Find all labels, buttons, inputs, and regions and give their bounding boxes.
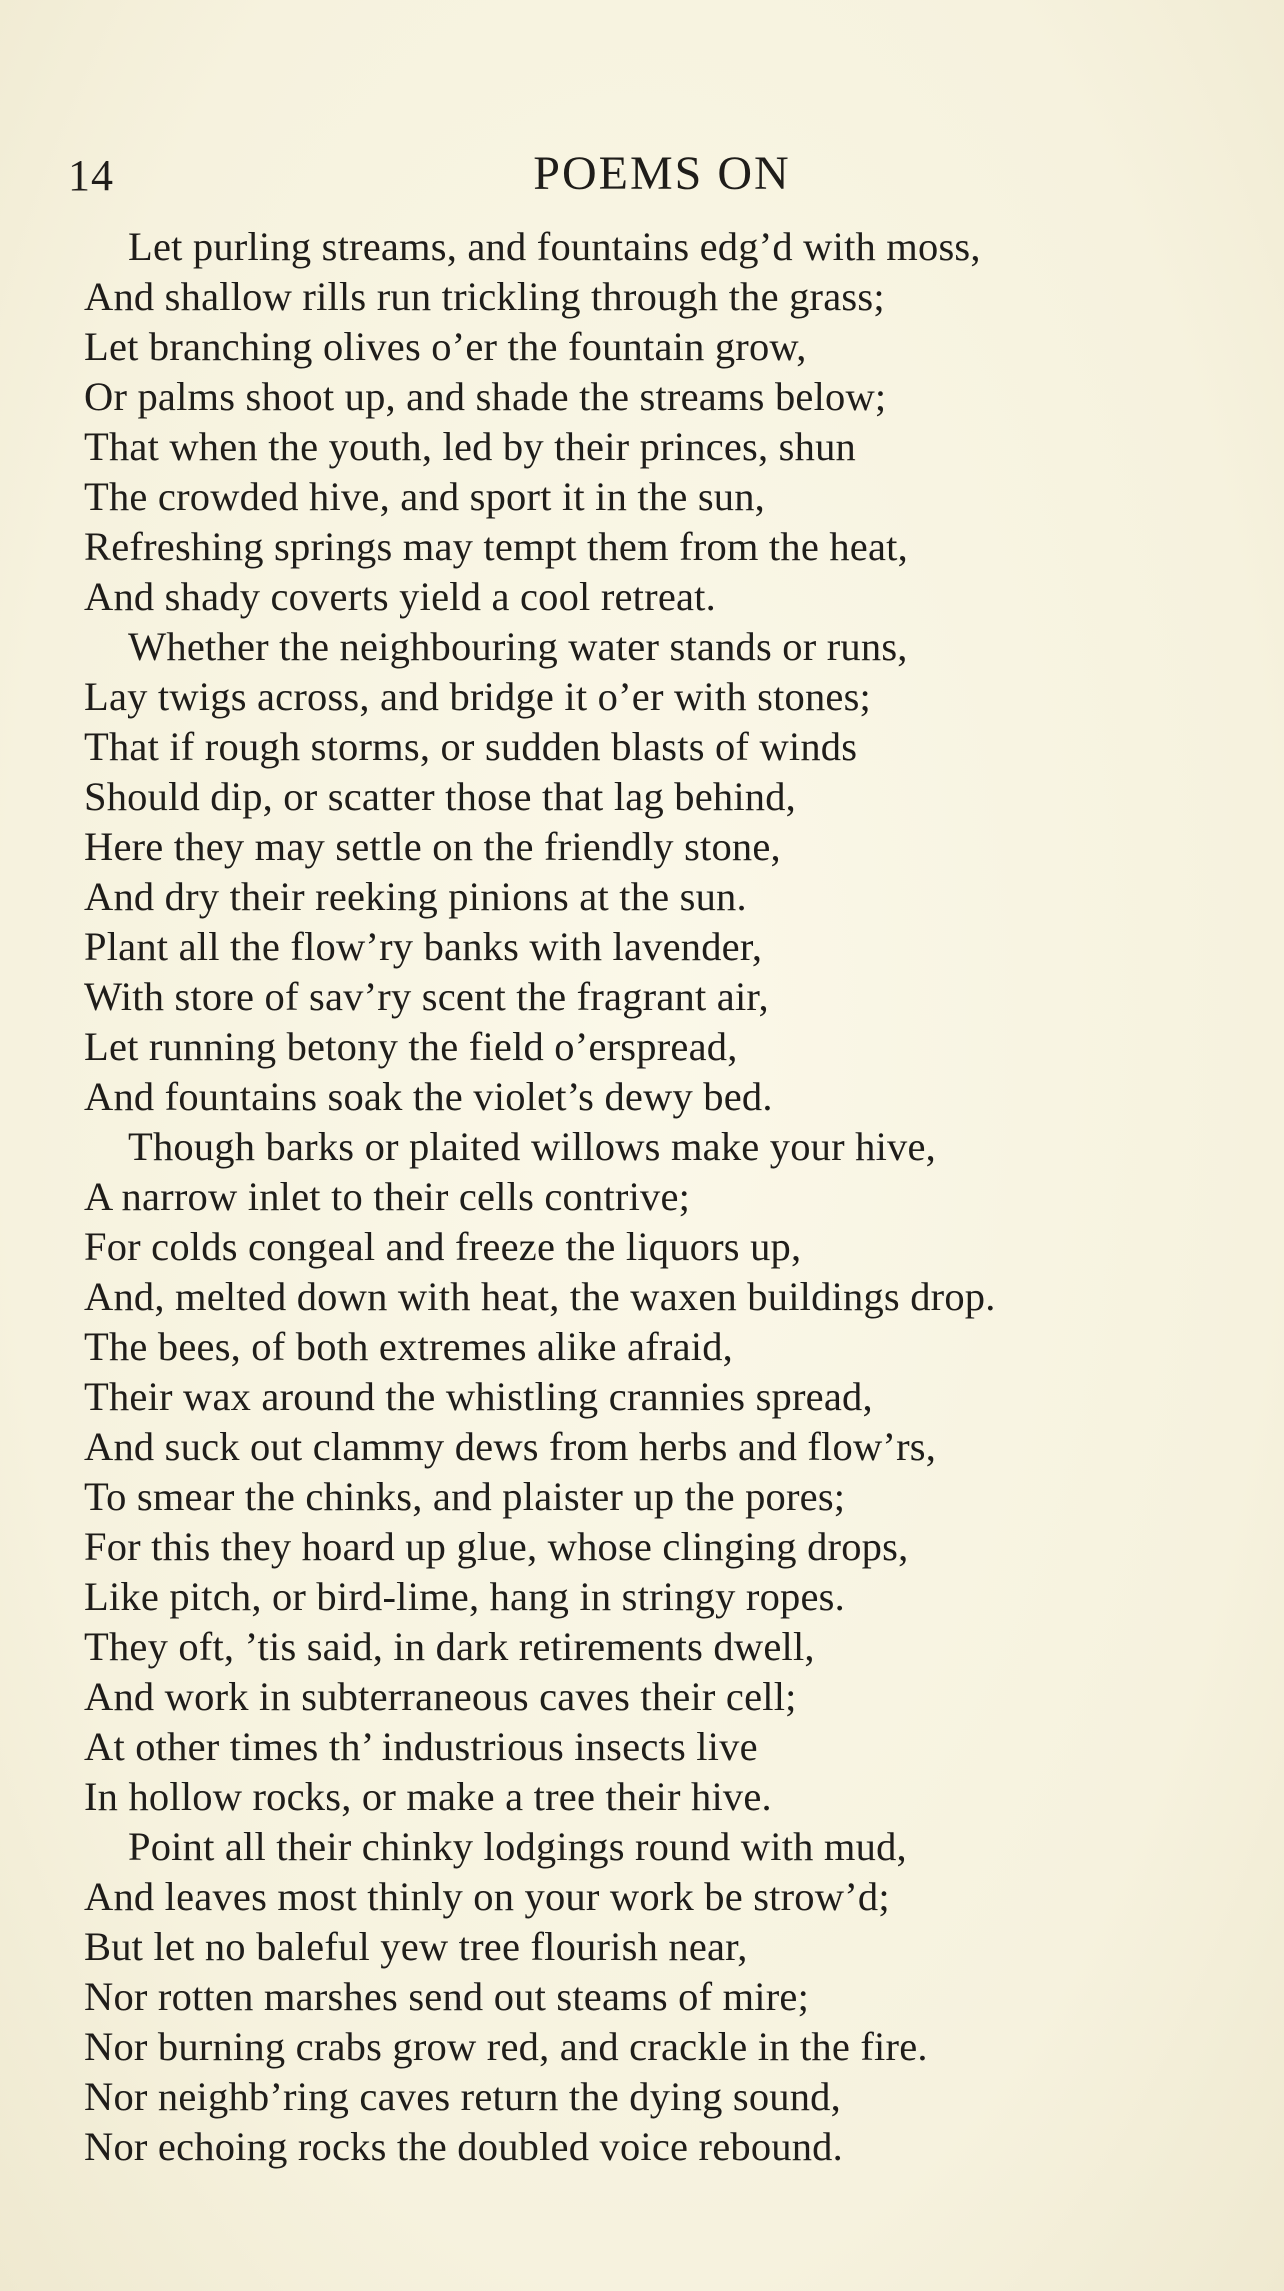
poem-line: Nor rotten marshes send out steams of mire; [84, 1974, 810, 2019]
poem-line: And shallow rills run trickling through the grass; [84, 274, 885, 319]
poem-line: Or palms shoot up, and shade the streams below; [84, 374, 887, 419]
poem-line: That if rough storms, or sudden blasts of winds [84, 724, 858, 769]
poem-line: And, melted down with heat, the waxen buildings drop. [84, 1274, 996, 1319]
poem-line: Refreshing springs may tempt them from the heat, [84, 524, 908, 569]
poem-line: Here they may settle on the friendly stone, [84, 824, 781, 869]
poem-line: Nor echoing rocks the doubled voice rebound. [84, 2124, 843, 2169]
poem-line: Whether the neighbouring water stands or runs, [128, 624, 908, 669]
poem-line: Their wax around the whistling crannies spread, [84, 1374, 873, 1419]
poem-verse [84, 222, 1224, 2172]
poem-line: Nor burning crabs grow red, and crackle in the fire. [84, 2024, 928, 2069]
poem-line: Let purling streams, and fountains edg’d with moss, [128, 224, 981, 269]
page-number: 14 [68, 151, 114, 200]
poem-line: For this they hoard up glue, whose clinging drops, [84, 1524, 909, 1569]
poem-line: And fountains soak the violet’s dewy bed. [84, 1074, 773, 1119]
poem-line: Let branching olives o’er the fountain grow, [84, 324, 807, 369]
poem-line: Plant all the flow’ry banks with lavender, [84, 924, 763, 969]
poem-line: And suck out clammy dews from herbs and flow’rs, [84, 1424, 937, 1469]
poem-line: Nor neighb’ring caves return the dying sound, [84, 2074, 841, 2119]
poem-line: Should dip, or scatter those that lag behind, [84, 774, 796, 819]
poem-line: A narrow inlet to their cells contrive; [84, 1174, 691, 1219]
poem-line: And dry their reeking pinions at the sun. [84, 874, 747, 919]
poem-line: To smear the chinks, and plaister up the pores; [84, 1474, 846, 1519]
poem-line: And work in subterraneous caves their cell; [84, 1674, 797, 1719]
poem-line: But let no baleful yew tree flourish near, [84, 1924, 748, 1969]
poem-line: And shady coverts yield a cool retreat. [84, 574, 716, 619]
poem-line: And leaves most thinly on your work be strow’d; [84, 1874, 890, 1919]
poem-line: Like pitch, or bird-lime, hang in stringy ropes. [84, 1574, 845, 1619]
poem-line: The crowded hive, and sport it in the sun, [84, 474, 766, 519]
poem-line: Lay twigs across, and bridge it o’er with stones; [84, 674, 872, 719]
poem-line: The bees, of both extremes alike afraid, [84, 1324, 733, 1369]
poem-line: Though barks or plaited willows make your hive, [128, 1124, 936, 1169]
poem-line: In hollow rocks, or make a tree their hive. [84, 1774, 772, 1819]
poem-line: With store of sav’ry scent the fragrant air, [84, 974, 769, 1019]
poem-line: That when the youth, led by their princes, shun [84, 424, 856, 469]
poem-line: They oft, ’tis said, in dark retirements dwell, [84, 1624, 815, 1669]
poem-line: Let running betony the field o’erspread, [84, 1024, 738, 1069]
poem-line: For colds congeal and freeze the liquors up, [84, 1224, 802, 1269]
poem-line: Point all their chinky lodgings round with mud, [128, 1824, 907, 1869]
poem-line: At other times th’ industrious insects live [84, 1724, 758, 1769]
running-title: POEMS ON [533, 147, 791, 200]
